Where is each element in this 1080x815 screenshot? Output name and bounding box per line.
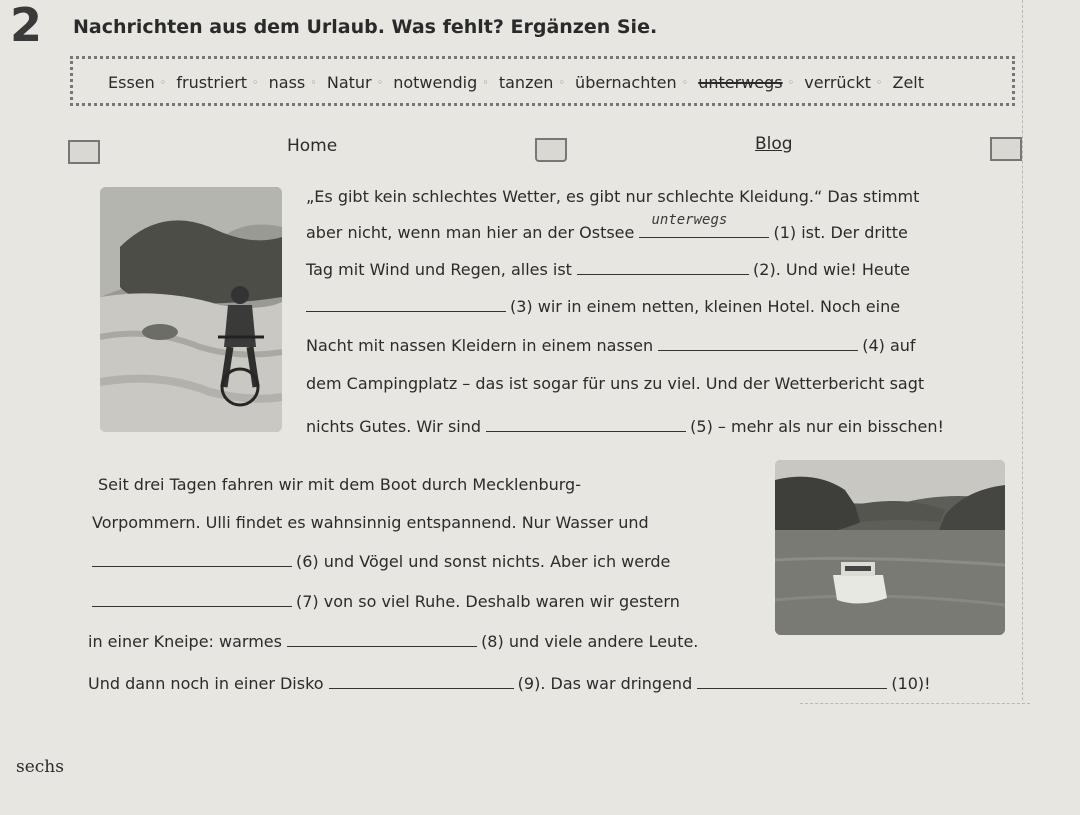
text-segment: (6) und Vögel und sonst nichts. Aber ich werde [296,552,671,571]
bottom-rule [800,703,1030,704]
text-segment: (7) von so viel Ruhe. Deshalb waren wir gestern [296,592,680,611]
blank-3[interactable] [306,293,506,312]
text-segment: (10)! [891,674,931,693]
word-item: tanzen [498,73,554,92]
separator-icon: ◦ [482,76,489,89]
tab-icon-middle [535,138,567,162]
text1-line6: dem Campingplatz – das ist sogar für uns zu viel. Und der Wetterbericht sagt [306,374,925,393]
separator-icon: ◦ [376,76,384,89]
separator-icon: ◦ [875,76,883,89]
text1-line3 [306,252,910,287]
nav-home-link: Home [287,136,338,156]
text-segment: nichts Gutes. Wir sind [306,417,482,436]
boat-photo [775,460,1005,635]
handwritten-answer: unterwegs [651,212,728,228]
cyclist-photo [100,187,282,432]
text-segment: (1) ist. Der dritte [773,223,908,242]
blank-1[interactable] [639,212,769,238]
text2-line3 [92,544,670,579]
separator-icon: ◦ [252,76,259,89]
text-segment: (2). Und wie! Heute [753,260,910,279]
text1-line5 [306,328,916,363]
nav-blog-link: Blog [755,134,793,154]
blank-9[interactable] [329,670,514,689]
exercise-number: 2 [10,0,43,52]
text1-line7 [306,409,944,444]
blank-2[interactable] [577,256,749,275]
word-item: Essen [108,73,155,92]
tab-icon-right [990,137,1022,161]
text2-line6 [88,666,931,701]
text-segment: aber nicht, wenn man hier an der Ostsee [306,223,635,242]
word-item: nass [268,73,306,92]
word-item: verrückt [804,73,871,92]
text-segment: in einer Kneipe: warmes [88,632,282,651]
blank-8[interactable] [287,628,477,647]
blank-10[interactable] [697,670,887,689]
text-segment: (5) – mehr als nur ein bisschen! [690,417,944,436]
text2-line1: Seit drei Tagen fahren wir mit dem Boot durch Mecklenburg- [98,475,581,494]
text-segment: Und dann noch in einer Disko [88,674,324,693]
text2-line5 [88,624,698,659]
word-item-crossed: unterwegs [698,73,783,92]
separator-icon: ◦ [558,76,565,89]
separator-icon: ◦ [681,76,689,89]
blank-7[interactable] [92,588,292,607]
page-number: sechs [16,757,64,777]
exercise-title: Nachrichten aus dem Urlaub. Was fehlt? Ergänzen Sie. [73,16,658,38]
text-segment: (9). Das war dringend [517,674,693,693]
blank-4[interactable] [658,332,858,351]
text-segment: Tag mit Wind und Regen, alles ist [306,260,572,279]
word-list [108,73,924,92]
blank-5[interactable] [486,413,686,432]
word-item: frustriert [176,73,248,92]
text2-line4 [92,584,680,619]
text-segment: (4) auf [862,336,916,355]
text-segment: Nacht mit nassen Kleidern in einem nassen [306,336,654,355]
page-edge-rule [1022,0,1024,700]
separator-icon: ◦ [310,76,317,89]
text-segment: (3) wir in einem netten, kleinen Hotel. Noch eine [510,297,901,316]
tab-icon-left [68,140,100,164]
text-segment: (8) und viele andere Leute. [481,632,699,651]
word-item: Natur [326,73,372,92]
word-item: übernachten [575,73,677,92]
blank-6[interactable] [92,548,292,567]
text1-line4 [306,289,900,324]
text1-line2 [306,212,908,250]
separator-icon: ◦ [159,76,167,89]
word-item: notwendig [393,73,478,92]
text2-line2: Vorpommern. Ulli findet es wahnsinnig entspannend. Nur Wasser und [92,513,649,532]
text1-line1: „Es gibt kein schlechtes Wetter, es gibt nur schlechte Kleidung.“ Das stimmt [306,187,920,206]
word-item: Zelt [892,73,925,92]
separator-icon: ◦ [787,76,795,89]
